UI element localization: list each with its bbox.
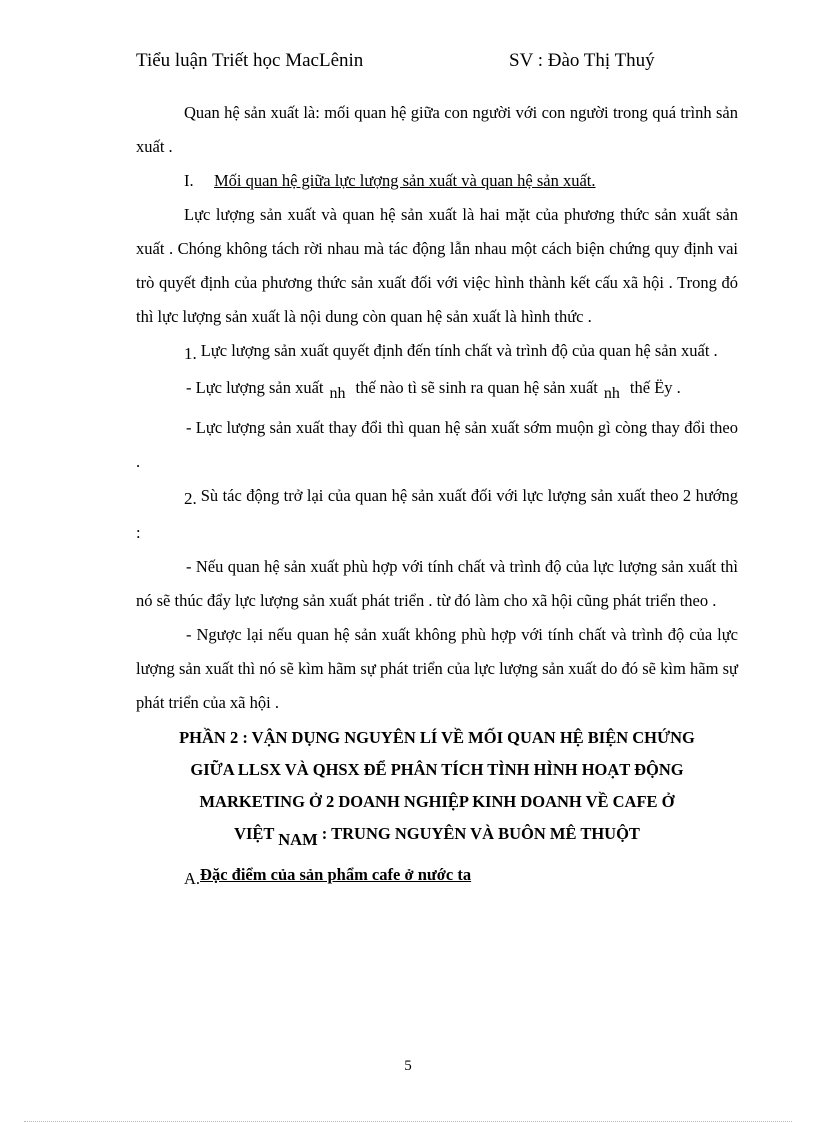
item-text: Lực lượng sản xuất quyết định đến tính chất và trình độ của quan hệ sản xuất . [200,341,718,360]
part-title-line: PHẦN 2 : VẬN DỤNG NGUYÊN LÍ VỀ MỐI QUAN HỆ BIỆN CHỨNG [179,728,695,747]
header-student: SV : Đào Thị Thuý [509,50,655,71]
part-title-line: MARKETING Ở 2 DOANH NGHIỆP KINH DOANH VỀ CAFE Ở [199,792,675,811]
section-heading-i [136,164,738,198]
paragraph-definition: Quan hệ sản xuất là: mối quan hệ giữa con người với con người trong quá trình sản xuất . [136,103,738,156]
section-a-title: Đặc điểm của sản phẩm cafe ở nước ta [200,865,472,884]
numbered-item-2 [136,479,738,550]
paragraph-relationship: Lực lượng sản xuất và quan hệ sản xuất là hai mặt của phương thức sản xuất sản xuất . Chóng không tách rời nhau mà tác động lẫn nhau một cách biện chứng quy định vai trò quyết định của phương thức sản xuất đối với việc hình thành kết cấu xã hội . Trong đó thì lực lượng sản xuất là nội dung còn quan hệ sản xuất là hình thức . [136,205,738,326]
dash-item-1 [136,371,738,411]
page-bottom-divider [24,1121,792,1122]
dash-text-part: thế Ëy . [629,378,681,397]
subscript-text: nh [603,385,620,402]
header-title: Tiểu luận Triết học MacLênin [136,50,364,71]
part-title-text: VIỆT [234,824,275,843]
section-heading-title: Mối quan hệ giữa lực lượng sản xuất và quan hệ sản xuất. [214,171,596,190]
page-body [136,96,738,896]
dash-item-2: - Lực lượng sản xuất thay đổi thì quan hệ sản xuất sớm muộn gì còng thay đổi theo . [136,418,738,471]
section-heading-number: I. [184,171,194,190]
item-number: 1. [184,344,197,363]
part-2-title [136,722,738,856]
section-heading-a [136,858,738,896]
part-title-text: : TRUNG NGUYÊN VÀ BUÔN MÊ THUỘT [321,824,640,843]
dash-item-4: - Ngược lại nếu quan hệ sản xuất không phù hợp với tính chất và trình độ của lực lượng sản xuất thì nó sẽ kìm hãm sự phát triển của lực lượng sản xuất do đó sẽ kìm hãm sự phát triển của xã hội . [136,625,738,712]
numbered-item-1 [136,334,738,371]
part-title-line [136,818,738,856]
item-number: 2. [184,489,197,508]
part-title-subscript: NAM [278,830,318,849]
part-title-line: GIỮA LLSX VÀ QHSX ĐỂ PHÂN TÍCH TÌNH HÌNH HOẠT ĐỘNG [190,760,684,779]
dash-item-3: - Nếu quan hệ sản xuất phù hợp với tính chất và trình độ của lực lượng sản xuất thì nó sẽ thúc đẩy lực lượng sản xuất phát triển . từ đó làm cho xã hội cũng phát triển theo . [136,557,738,610]
item-text: Sù tác động trở lại của quan hệ sản xuất đối với lực lượng sản xuất theo 2 hướng : [136,486,738,542]
dash-text-part: - Lực lượng sản xuất [186,378,324,397]
section-a-number: A. [184,869,201,888]
page-number: 5 [404,1058,412,1074]
dash-text-part: thế nào tì sẽ sinh ra quan hệ sản xuất [355,378,598,397]
subscript-text: nh [329,385,346,402]
